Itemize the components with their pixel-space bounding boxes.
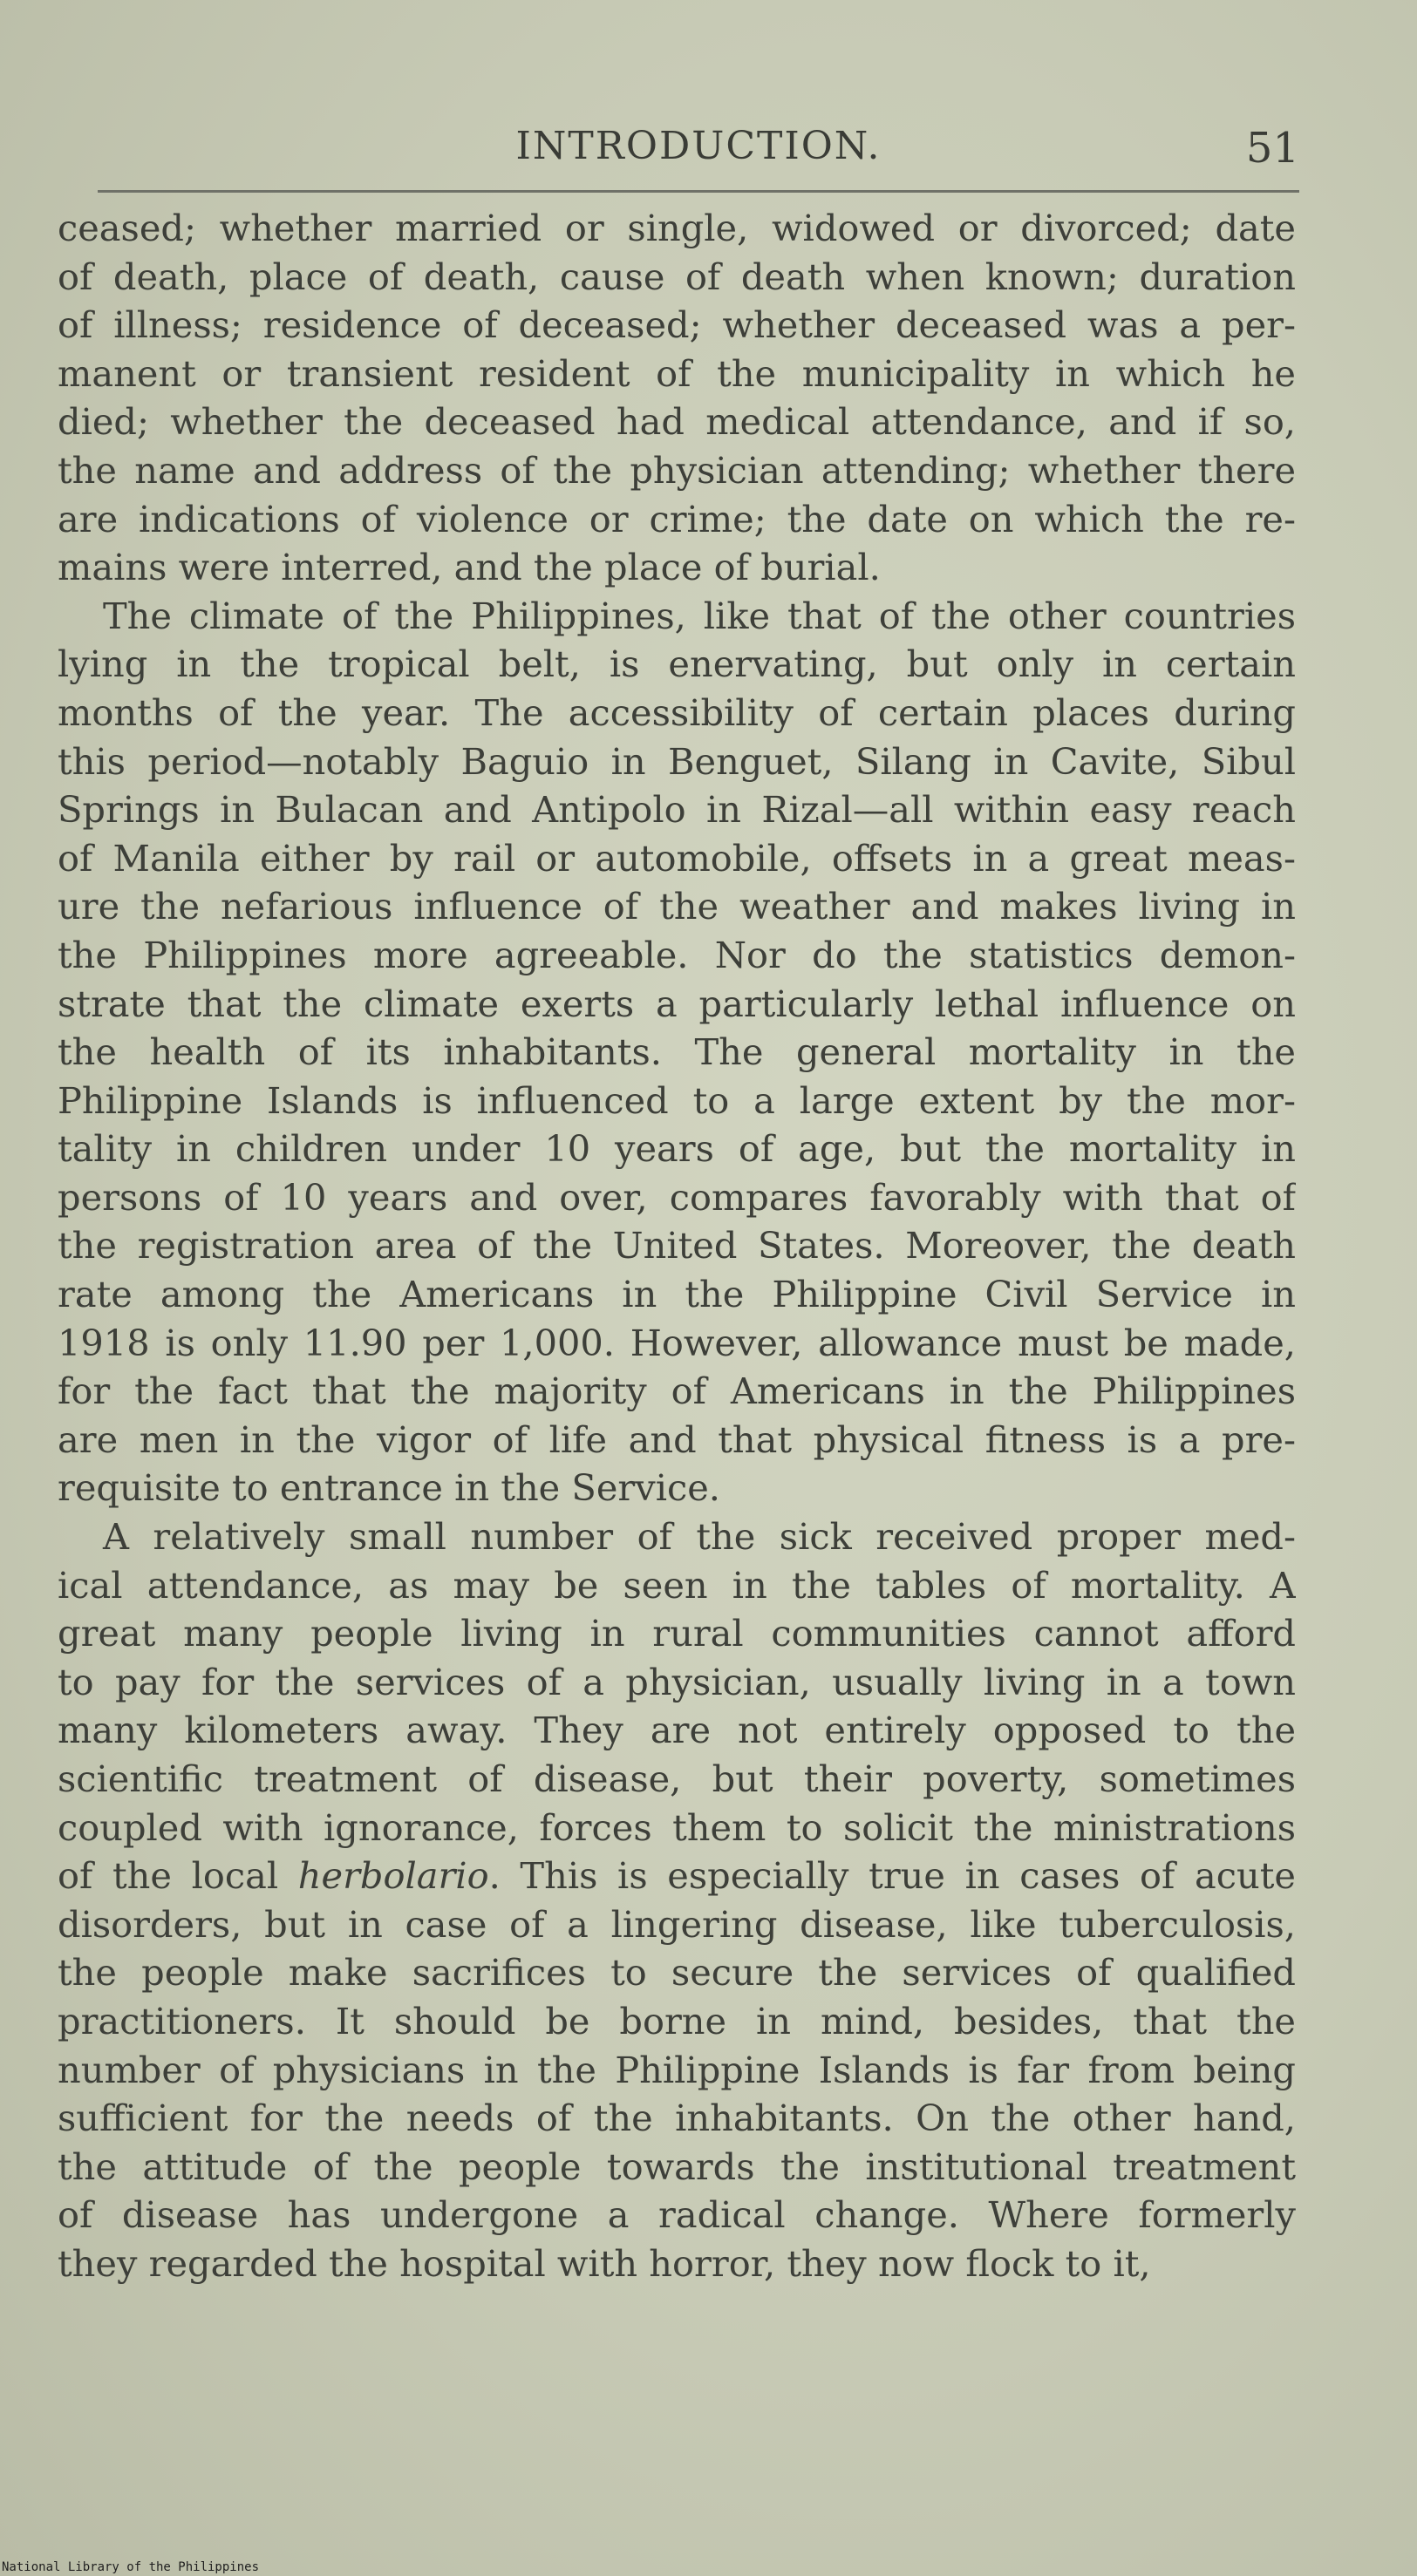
text-line: The climate of the Philippines, like that of the other countries <box>103 594 1296 637</box>
text-line: Philippine Islands is influenced to a large extent by the mor- <box>58 1078 1296 1122</box>
italic-term: herbolario <box>297 1854 489 1898</box>
text-line: to pay for the services of a physician, usually living in a town <box>58 1660 1296 1703</box>
text-line: the name and address of the physician attending; whether there <box>58 448 1296 492</box>
text-line: A relatively small number of the sick received proper med- <box>103 1515 1296 1559</box>
paragraph <box>58 1512 1296 2288</box>
page-number: 51 <box>1245 124 1299 173</box>
text-line: sufficient for the needs of the inhabitants. On the other hand, <box>58 2097 1296 2140</box>
text-line: the registration area of the United States. Moreover, the death <box>58 1224 1296 1268</box>
text-line: of disease has undergone a radical change. Where formerly <box>58 2193 1296 2237</box>
text-line: coupled with ignorance, forces them to solicit the ministrations <box>58 1805 1296 1849</box>
text-line: ceased; whether married or single, widowed or divorced; date <box>58 207 1296 249</box>
text-line: the health of its inhabitants. The general mortality in the <box>58 1030 1296 1074</box>
text-line: died; whether the deceased had medical attendance, and if so, <box>58 400 1296 444</box>
text-line: manent or transient resident of the municipality in which he <box>58 351 1296 395</box>
text-line: scientific treatment of disease, but their poverty, sometimes <box>58 1757 1296 1800</box>
text-line: this period—notably Baguio in Benguet, Silang in Cavite, Sibul <box>58 739 1296 783</box>
running-head: INTRODUCTION. <box>515 124 882 168</box>
header-rule <box>98 190 1299 193</box>
text-line: they regarded the hospital with horror, they now flock to it, <box>58 2241 1151 2285</box>
text-line: ical attendance, as may be seen in the tables of mortality. A <box>58 1563 1296 1607</box>
text-line: months of the year. The accessibility of certain places during <box>58 690 1296 734</box>
page-header <box>98 119 1299 188</box>
text-line: the Philippines more agreeable. Nor do the statistics demon- <box>58 933 1296 976</box>
text-line: disorders, but in case of a lingering disease, like tuberculosis, <box>58 1902 1296 1946</box>
text-line: of Manila either by rail or automobile, offsets in a great meas- <box>58 836 1296 880</box>
text-line: great many people living in rural communities cannot afford <box>58 1612 1296 1655</box>
text-line: requisite to entrance in the Service. <box>58 1466 720 1510</box>
text-line: persons of 10 years and over, compares favorably with that of <box>58 1175 1296 1219</box>
text-line: rate among the Americans in the Philippine Civil Service in <box>58 1273 1296 1316</box>
text-line: ure the nefarious influence of the weather and makes living in <box>58 885 1296 928</box>
text-line: Springs in Bulacan and Antipolo in Rizal—all within easy reach <box>58 788 1296 832</box>
paragraph <box>58 592 1296 1512</box>
text-line: tality in children under 10 years of age, but the mortality in <box>58 1127 1296 1171</box>
text-line: for the fact that the majority of Americans in the Philippines <box>58 1370 1296 1413</box>
text-line: are indications of violence or crime; the date on which the re- <box>58 497 1296 540</box>
text-line: number of physicians in the Philippine Islands is far from being <box>58 2048 1296 2091</box>
text-line: of death, place of death, cause of death when known; duration <box>58 255 1296 298</box>
text-line: the people make sacrifices to secure the services of qualified <box>58 1951 1296 1995</box>
text-line: mains were interred, and the place of burial. <box>58 546 881 589</box>
text-line: lying in the tropical belt, is enervating, but only in certain <box>58 642 1296 686</box>
text-line: many kilometers away. They are not entirely opposed to the <box>58 1709 1296 1752</box>
text-line: of the local herbolario. This is especially true in cases of acute <box>58 1854 1296 1898</box>
text-line: 1918 is only 11.90 per 1,000. However, allowance must be made, <box>58 1321 1296 1364</box>
text-line: practitioners. It should be borne in mind, besides, that the <box>58 1999 1296 2042</box>
text-line: strate that the climate exerts a particularly lethal influence on <box>58 982 1296 1025</box>
library-credit: National Library of the Philippines <box>2 2560 260 2574</box>
text-line: of illness; residence of deceased; whether deceased was a per- <box>58 303 1296 347</box>
paragraph <box>58 204 1296 592</box>
text-line: are men in the vigor of life and that physical fitness is a pre- <box>58 1417 1296 1461</box>
text-line: the attitude of the people towards the institutional treatment <box>58 2144 1296 2188</box>
body-text <box>58 204 1296 2288</box>
